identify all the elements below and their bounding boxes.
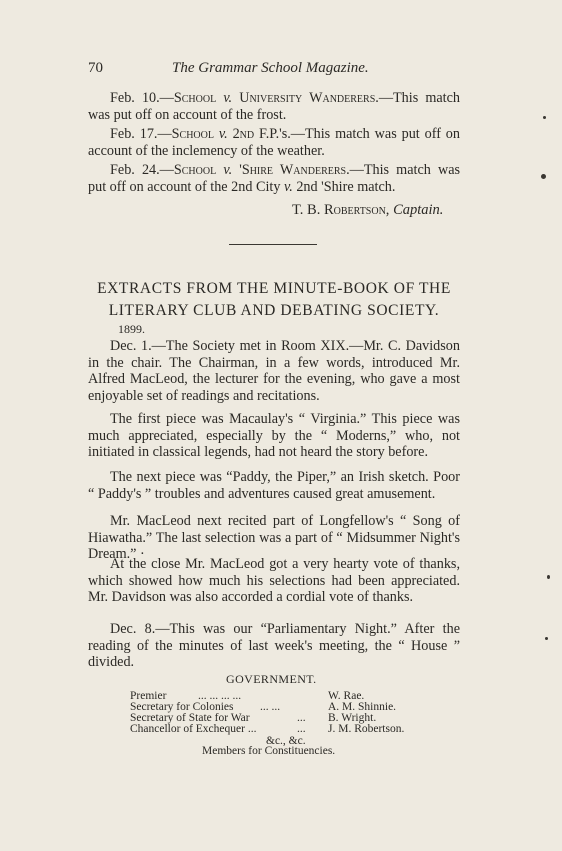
office-holder: W. Rae. [328, 690, 365, 702]
minute-paragraph: The first piece was Macaulay's “ Virginia.” This piece was much appreciated, especially by the “ Moderns,” who, not initiated in classical legends, had not heard the story before. [88, 411, 460, 460]
minute-paragraph: The next piece was “Paddy, the Piper,” an Irish sketch. Poor “ Paddy's ” troubles and adventures caused great amusement. [88, 469, 460, 502]
government-heading: GOVERNMENT. [226, 672, 317, 686]
report-date: Feb. 17.— [110, 126, 172, 142]
report-date: Feb. 10.— [110, 90, 174, 106]
office-holder: B. Wright. [328, 712, 377, 724]
running-title: The Grammar School Magazine. [172, 60, 369, 76]
versus: v. [223, 162, 233, 178]
team-name: School [171, 126, 214, 142]
signature-title: Captain. [393, 202, 444, 218]
year-label: 1899. [118, 322, 145, 336]
report-text: .—This match was put off on account of the inclemency of the weather. [88, 126, 460, 159]
football-report-feb10 [88, 90, 460, 123]
office-role: Premier [130, 690, 167, 702]
report-text: .—This match was put off on account of the frost. [88, 90, 460, 123]
office-holder: A. M. Shinnie. [328, 701, 397, 713]
office-role: Secretary of State for War [130, 712, 250, 724]
versus: v. [218, 126, 228, 142]
government-row [130, 723, 430, 735]
team-name: 'Shire Wanderers [239, 162, 347, 178]
team-name: School [173, 162, 217, 178]
section-divider [229, 244, 317, 245]
minute-paragraph: Dec. 1.—The Society met in Room XIX.—Mr. C. Davidson in the chair. The Chairman, in a few words, introduced Mr. Alfred MacLeod, the lecturer for the evening, who gave a most enjoyable set of readings and recitations. [88, 338, 460, 404]
office-role: Chancellor of Exchequer ... [130, 723, 257, 735]
leader-dots: ... [297, 723, 306, 735]
page-header [88, 60, 458, 80]
report-text: .—This match was put off on account of the 2nd City [88, 162, 461, 195]
paper-speck [547, 575, 550, 579]
paper-speck [545, 637, 548, 640]
office-role: Secretary for Colonies [130, 701, 234, 713]
team-name: University Wanderers [239, 90, 376, 106]
minute-paragraph: Dec. 8.—This was our “Parliamentary Night.” After the reading of the minutes of last week's meeting, the “ House ” divided. [88, 621, 460, 670]
football-report-feb24 [88, 162, 460, 195]
leader-dots: ... ... [260, 701, 281, 713]
page-number: 70 [88, 60, 103, 76]
versus: v. [223, 90, 233, 106]
minute-paragraph: Mr. MacLeod next recited part of Longfellow's “ Song of Hiawatha.” The last selection was a part of “ Midsummer Night's Dream.” · [88, 513, 460, 562]
paper-speck [541, 174, 546, 179]
section-title-line2: LITERARY CLUB AND DEBATING SOCIETY. [108, 302, 440, 319]
football-report-feb17 [88, 126, 460, 159]
report-text: 2nd 'Shire match. [292, 178, 396, 195]
section-title-line1: EXTRACTS FROM THE MINUTE-BOOK OF THE [97, 280, 451, 297]
team-name: 2nd [232, 126, 255, 142]
office-holder: J. M. Robertson. [328, 723, 405, 735]
leader-dots: ... ... ... ... [198, 690, 242, 702]
paper-speck [543, 116, 546, 119]
etcetera: &c., &c. [266, 735, 306, 747]
versus: v. [283, 178, 293, 195]
signature-name: T. B. Robertson, [292, 202, 390, 218]
leader-dots: ... [297, 712, 306, 724]
members-line: Members for Constituencies. [202, 745, 336, 757]
captain-signature [292, 202, 443, 219]
team-name-suffix: F.P.'s [254, 126, 288, 142]
team-name: School [173, 90, 217, 106]
report-date: Feb. 24.— [110, 162, 174, 178]
minute-paragraph: At the close Mr. MacLeod got a very hearty vote of thanks, which showed how much his selections had been appreciated. Mr. Davidson was also accorded a cordial vote of thanks. [88, 556, 460, 605]
